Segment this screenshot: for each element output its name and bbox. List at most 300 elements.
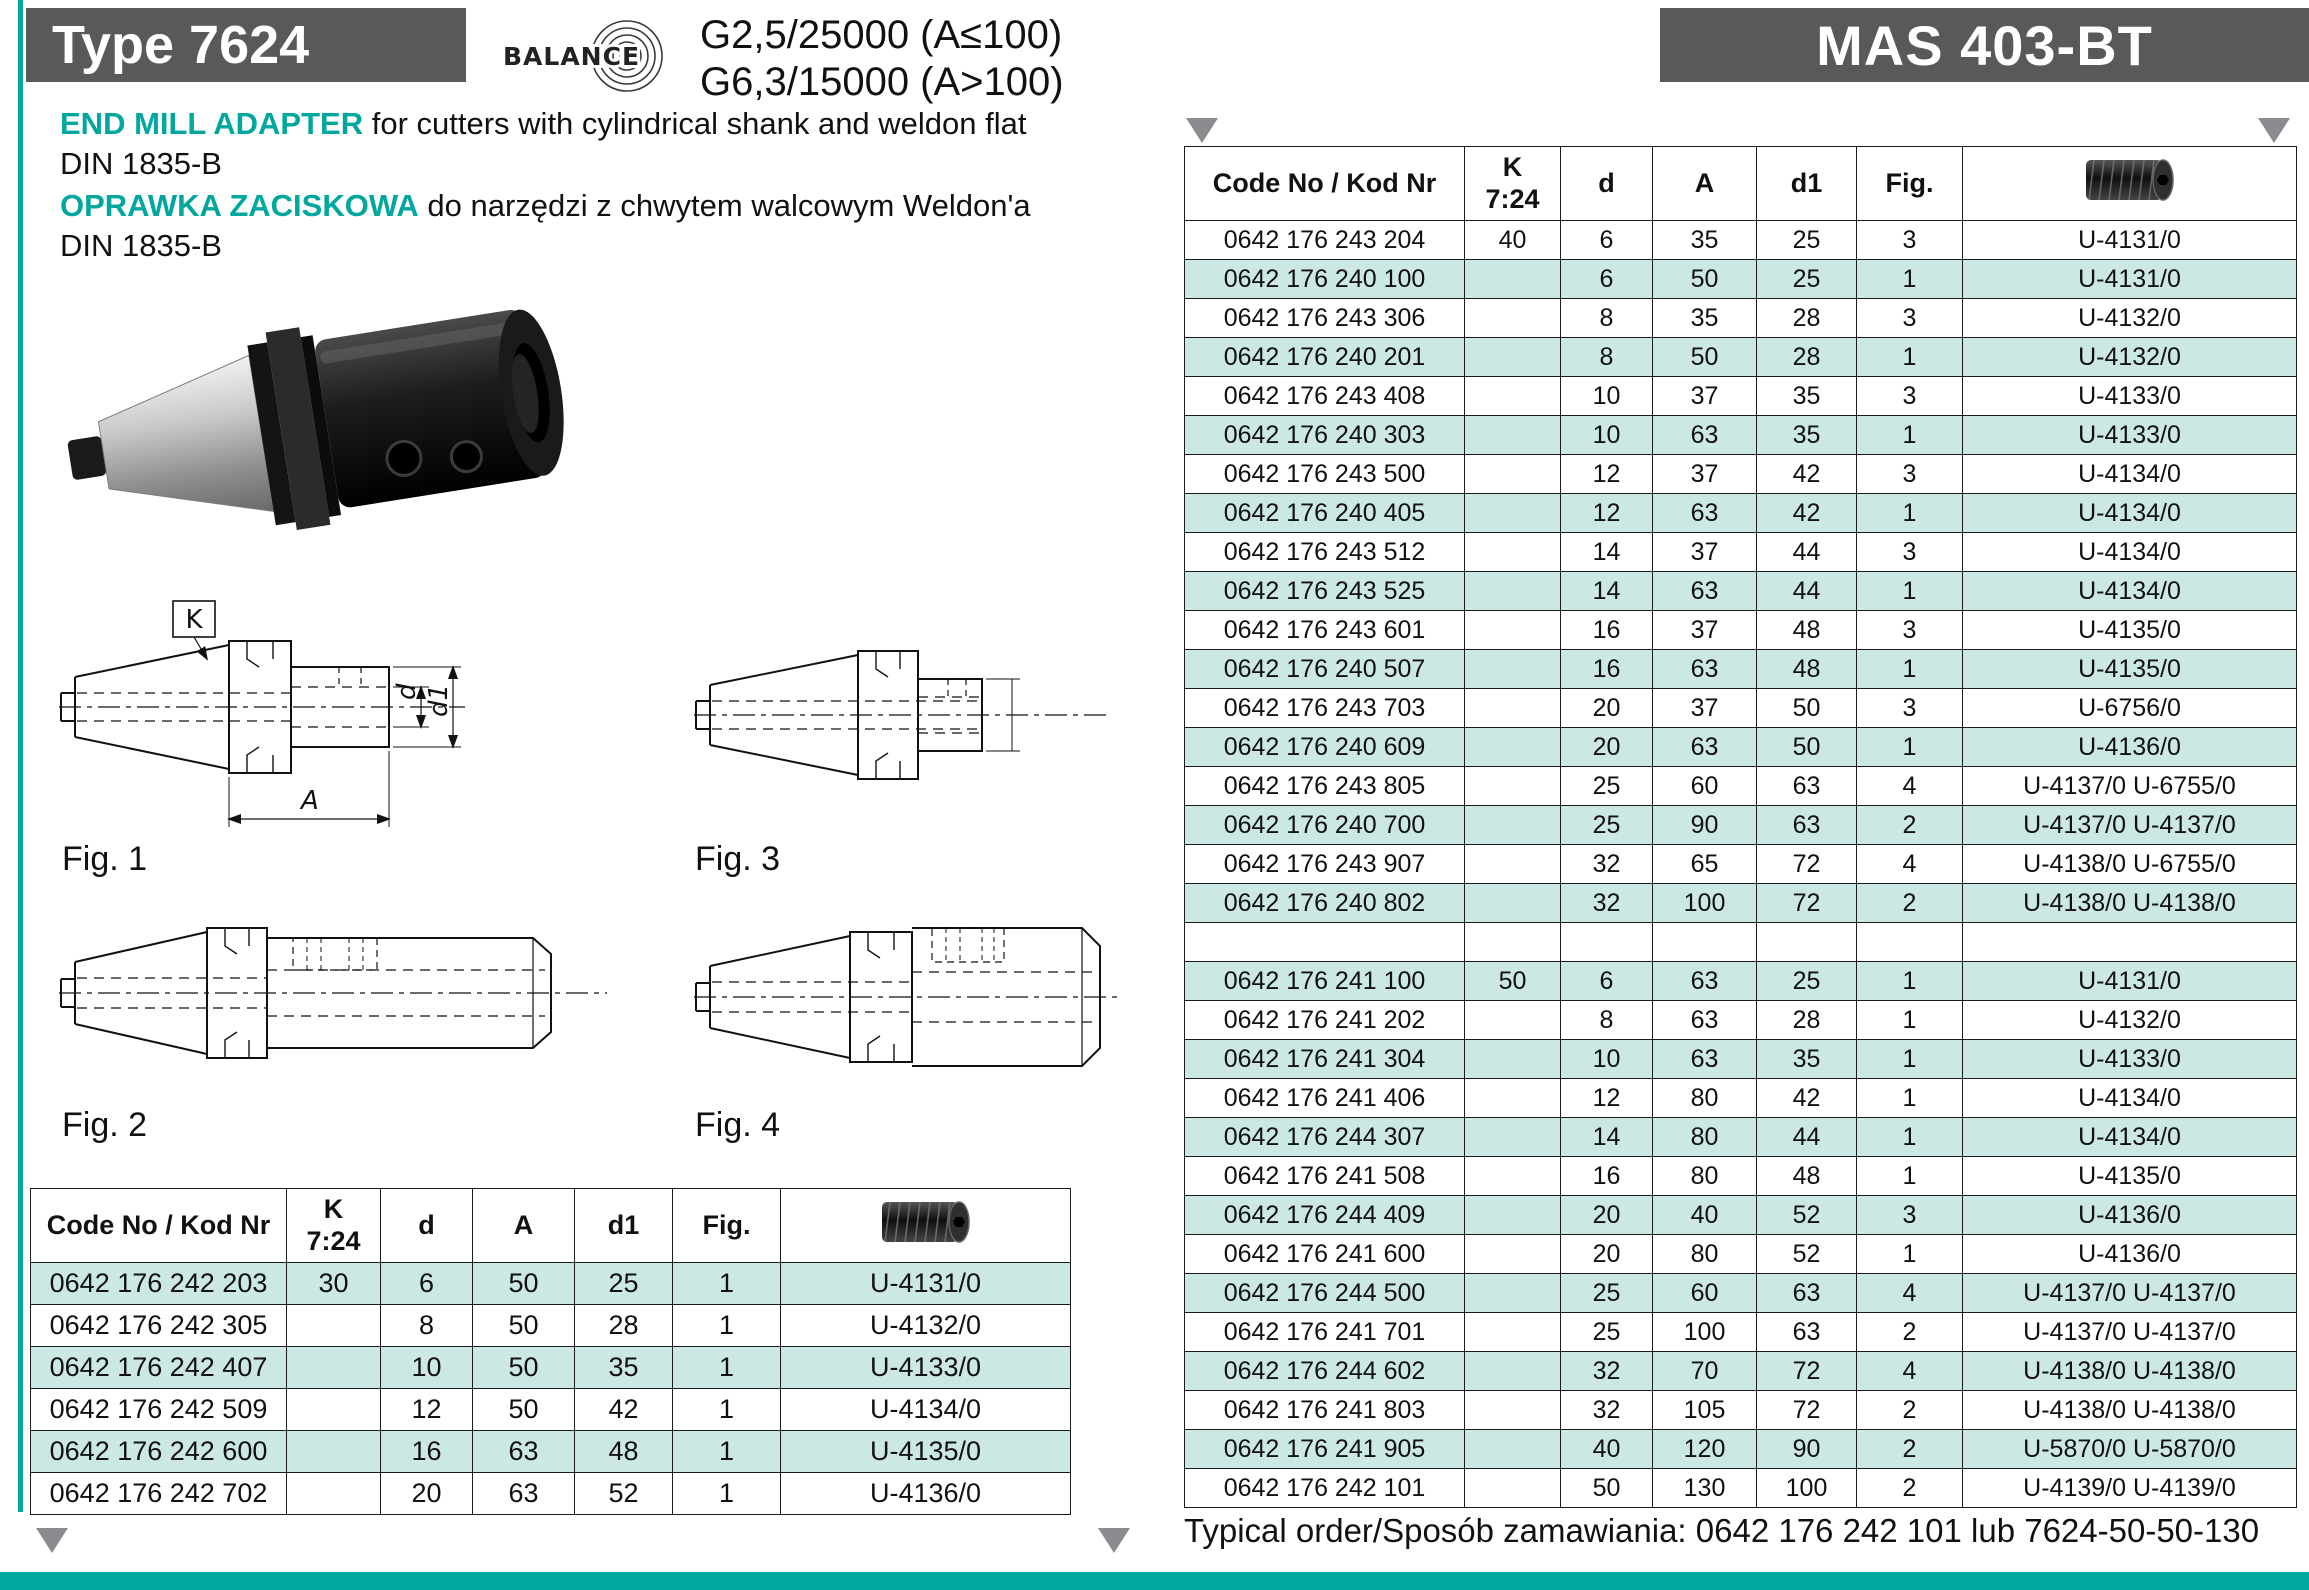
cell-code: 0642 176 241 406 [1185,1079,1465,1118]
cell-code: 0642 176 240 201 [1185,338,1465,377]
table-row [1185,533,2297,572]
cell-d1: 44 [1757,572,1857,611]
cell-fig: 2 [1857,1313,1963,1352]
spec-line-1: G2,5/25000 (A≤100) [700,13,1063,57]
cell-fig: 3 [1857,455,1963,494]
cell-screw: U-4136/0 [1963,728,2297,767]
table-row [1185,1079,2297,1118]
cell-fig: 4 [1857,845,1963,884]
table-row [1185,377,2297,416]
col-header-d1: d1 [575,1189,673,1263]
table-row [1185,1352,2297,1391]
cell-k [1465,767,1561,806]
cell-d1: 42 [1757,455,1857,494]
cell-d1: 72 [1757,845,1857,884]
cell-k [1465,455,1561,494]
cell-k [1465,1352,1561,1391]
table-row [31,1431,1071,1473]
description-en [60,104,1070,184]
cell-k [1465,416,1561,455]
cell-A: 90 [1653,806,1757,845]
cell-fig: 1 [673,1473,781,1515]
cell-screw: U-4135/0 [1963,650,2297,689]
cell-k [1465,1235,1561,1274]
cell-k [287,1347,381,1389]
cell-fig: 4 [1857,1274,1963,1313]
cell-code: 0642 176 243 306 [1185,299,1465,338]
cell-A: 50 [1653,338,1757,377]
cell-fig: 1 [1857,338,1963,377]
table-row [1185,923,2297,962]
cell-d: 6 [1561,221,1653,260]
table-row [1185,338,2297,377]
cell-A: 37 [1653,533,1757,572]
cell-d1: 72 [1757,884,1857,923]
cell-d: 8 [381,1305,473,1347]
cell-k [1465,689,1561,728]
cell-k [1465,1274,1561,1313]
cell-d1: 25 [1757,260,1857,299]
cell-d1 [1757,923,1857,962]
standard-title-box [1660,8,2309,82]
cell-screw: U-5870/0 U-5870/0 [1963,1430,2297,1469]
cell-d: 40 [1561,1430,1653,1469]
table-row [1185,1001,2297,1040]
cell-A: 63 [1653,728,1757,767]
cell-A: 80 [1653,1235,1757,1274]
cell-d: 12 [381,1389,473,1431]
cell-d1: 48 [1757,1157,1857,1196]
cell-d1: 48 [1757,650,1857,689]
cell-k [1465,611,1561,650]
cell-d1: 25 [575,1263,673,1305]
spec-line-2: G6,3/15000 (A>100) [700,60,1064,104]
cell-d1: 28 [1757,1001,1857,1040]
cell-k [1465,1079,1561,1118]
cell-k [1465,1313,1561,1352]
cell-k [1465,533,1561,572]
cell-fig: 1 [1857,728,1963,767]
col-header-d: d [1561,147,1653,221]
cell-d: 20 [1561,1196,1653,1235]
cell-screw: U-4134/0 [1963,455,2297,494]
table-row [1185,767,2297,806]
cell-k [1465,1118,1561,1157]
cell-code: 0642 176 242 407 [31,1347,287,1389]
table-row [1185,221,2297,260]
cell-screw: U-4135/0 [781,1431,1071,1473]
cell-screw: U-4138/0 U-4138/0 [1963,1352,2297,1391]
cell-k [1465,884,1561,923]
cell-fig: 3 [1857,377,1963,416]
cell-d: 25 [1561,1274,1653,1313]
table-row [1185,1157,2297,1196]
table-row [31,1389,1071,1431]
table-header-row [31,1189,1071,1263]
fig1-label: Fig. 1 [62,840,148,878]
cell-d: 6 [381,1263,473,1305]
cell-screw: U-4133/0 [1963,1040,2297,1079]
set-screw-icon [2082,153,2178,207]
k-dim-label: K [185,605,203,635]
table-row [1185,689,2297,728]
cell-code: 0642 176 241 803 [1185,1391,1465,1430]
cell-screw: U-4135/0 [1963,1157,2297,1196]
cell-A: 63 [473,1473,575,1515]
cell-screw: U-4138/0 U-4138/0 [1963,1391,2297,1430]
cell-code: 0642 176 243 907 [1185,845,1465,884]
table-row [1185,416,2297,455]
cell-d: 6 [1561,962,1653,1001]
cell-code: 0642 176 242 702 [31,1473,287,1515]
col-header-screw [781,1189,1071,1263]
cell-d1: 90 [1757,1430,1857,1469]
cell-fig: 1 [1857,1157,1963,1196]
cell-d1: 100 [1757,1469,1857,1508]
cell-screw: U-6756/0 [1963,689,2297,728]
col-header-d: d [381,1189,473,1263]
cell-fig: 1 [1857,1040,1963,1079]
cell-A: 50 [473,1305,575,1347]
cell-code: 0642 176 240 700 [1185,806,1465,845]
cell-k [1465,572,1561,611]
fig3-drawing [690,603,1120,843]
cell-A: 100 [1653,1313,1757,1352]
cell-fig: 2 [1857,1391,1963,1430]
cell-k [1465,650,1561,689]
cell-k [1465,728,1561,767]
table-row [1185,494,2297,533]
cell-d1: 72 [1757,1391,1857,1430]
cell-screw: U-4136/0 [1963,1235,2297,1274]
cell-d: 14 [1561,1118,1653,1157]
cell-code: 0642 176 243 703 [1185,689,1465,728]
cell-code: 0642 176 242 600 [31,1431,287,1473]
cell-k [1465,338,1561,377]
cell-fig: 1 [673,1431,781,1473]
cell-code: 0642 176 241 701 [1185,1313,1465,1352]
cell-A: 50 [473,1389,575,1431]
cell-A: 63 [1653,650,1757,689]
cell-code: 0642 176 244 307 [1185,1118,1465,1157]
d-dim-label: d [392,683,422,700]
cell-k [1465,1430,1561,1469]
size-table-bt30 [30,1188,1071,1515]
cell-code: 0642 176 243 204 [1185,221,1465,260]
cell-d1: 63 [1757,1274,1857,1313]
cell-code: 0642 176 240 405 [1185,494,1465,533]
col-header-fig: Fig. [1857,147,1963,221]
d1-dim-label: d1 [424,683,454,717]
cell-code: 0642 176 240 303 [1185,416,1465,455]
cell-fig: 4 [1857,767,1963,806]
cell-screw: U-4137/0 U-4137/0 [1963,806,2297,845]
cell-A: 130 [1653,1469,1757,1508]
col-header-fig: Fig. [673,1189,781,1263]
fig2-label: Fig. 2 [62,1106,148,1144]
cell-k [287,1389,381,1431]
cell-A: 63 [473,1431,575,1473]
cell-screw: U-4131/0 [1963,260,2297,299]
cell-code: 0642 176 244 602 [1185,1352,1465,1391]
table-row [1185,1430,2297,1469]
cell-screw: U-4133/0 [781,1347,1071,1389]
balance-logo [495,12,695,102]
cell-d1: 44 [1757,1118,1857,1157]
table-row [1185,1391,2297,1430]
cell-d: 50 [1561,1469,1653,1508]
cell-d1: 50 [1757,689,1857,728]
cell-d1: 28 [1757,299,1857,338]
cell-d: 12 [1561,1079,1653,1118]
cell-d1: 35 [1757,1040,1857,1079]
cell-screw: U-4133/0 [1963,416,2297,455]
cell-d: 10 [1561,377,1653,416]
col-header-code: Code No / Kod Nr [31,1189,287,1263]
table-row [1185,260,2297,299]
table-row [1185,845,2297,884]
cell-screw: U-4131/0 [781,1263,1071,1305]
cell-A: 37 [1653,455,1757,494]
cell-k [1465,845,1561,884]
cell-d: 14 [1561,572,1653,611]
cell-code: 0642 176 240 609 [1185,728,1465,767]
cell-d1: 63 [1757,806,1857,845]
table-row [1185,884,2297,923]
cell-k [1465,1391,1561,1430]
cell-fig: 1 [1857,1079,1963,1118]
cell-code: 0642 176 240 100 [1185,260,1465,299]
cell-code: 0642 176 243 500 [1185,455,1465,494]
cell-k [1465,1157,1561,1196]
cell-code: 0642 176 242 101 [1185,1469,1465,1508]
fig4-drawing [690,882,1130,1112]
cell-code: 0642 176 241 905 [1185,1430,1465,1469]
cell-A: 80 [1653,1157,1757,1196]
cell-fig: 1 [673,1389,781,1431]
standard-title: MAS 403-BT [1816,13,2153,77]
cell-A: 37 [1653,611,1757,650]
cell-code [1185,923,1465,962]
cell-screw: U-4137/0 U-4137/0 [1963,1313,2297,1352]
cell-d: 16 [381,1431,473,1473]
cell-d: 25 [1561,806,1653,845]
accent-left-rule [18,0,23,1512]
cell-code: 0642 176 243 408 [1185,377,1465,416]
cell-fig: 1 [1857,416,1963,455]
table-row [1185,962,2297,1001]
cell-screw: U-4131/0 [1963,221,2297,260]
description-pl-rest: do narzędzi z chwytem walcowym Weldon'a DIN 1835-B [60,188,1031,263]
cell-code: 0642 176 242 509 [31,1389,287,1431]
cell-d: 10 [1561,416,1653,455]
cell-fig: 1 [1857,1235,1963,1274]
table-row [31,1473,1071,1515]
cell-d: 14 [1561,533,1653,572]
accent-bottom-bar [0,1572,2309,1590]
cell-d: 20 [1561,728,1653,767]
cell-k [1465,260,1561,299]
cell-A: 100 [1653,884,1757,923]
description-en-highlight: END MILL ADAPTER [60,106,364,141]
cell-code: 0642 176 241 202 [1185,1001,1465,1040]
cell-d1: 72 [1757,1352,1857,1391]
cell-d1: 35 [575,1347,673,1389]
table-row [31,1347,1071,1389]
table-row [1185,455,2297,494]
cell-code: 0642 176 243 805 [1185,767,1465,806]
cell-k [1465,1040,1561,1079]
cell-d1: 35 [1757,377,1857,416]
cell-A: 105 [1653,1391,1757,1430]
cell-d1: 42 [1757,494,1857,533]
cell-k [287,1305,381,1347]
cell-d: 8 [1561,338,1653,377]
cell-k [1465,1001,1561,1040]
table-row [1185,1469,2297,1508]
cell-fig: 1 [1857,494,1963,533]
cell-d1: 50 [1757,728,1857,767]
cell-d: 25 [1561,767,1653,806]
cell-k [1465,299,1561,338]
cell-A: 35 [1653,221,1757,260]
cell-code: 0642 176 241 100 [1185,962,1465,1001]
cell-d1: 52 [1757,1235,1857,1274]
cell-fig: 2 [1857,1430,1963,1469]
set-screw-icon [878,1195,974,1249]
col-header-k: K 7:24 [287,1189,381,1263]
cell-fig: 1 [1857,1118,1963,1157]
cell-screw: U-4132/0 [1963,299,2297,338]
cell-d: 25 [1561,1313,1653,1352]
fig4-label: Fig. 4 [695,1106,781,1144]
table-row [1185,1118,2297,1157]
cell-fig: 2 [1857,884,1963,923]
fig1-drawing [55,595,535,845]
cell-d: 32 [1561,884,1653,923]
cell-k [1465,1196,1561,1235]
col-header-A: A [1653,147,1757,221]
cell-fig: 1 [673,1347,781,1389]
balance-grade-spec [700,12,1220,106]
cell-fig: 4 [1857,1352,1963,1391]
cell-k [287,1473,381,1515]
table-row [1185,1313,2297,1352]
cell-A: 63 [1653,572,1757,611]
down-triangle-marker [1098,1528,1130,1553]
type-title-box [26,8,466,82]
cell-code: 0642 176 240 802 [1185,884,1465,923]
cell-d: 32 [1561,845,1653,884]
cell-code: 0642 176 243 512 [1185,533,1465,572]
table-row [1185,806,2297,845]
typical-order-note: Typical order/Sposób zamawiania: 0642 176 242 101 lub 7624-50-50-130 [1184,1512,2260,1549]
cell-code: 0642 176 242 203 [31,1263,287,1305]
cell-screw: U-4132/0 [1963,1001,2297,1040]
cell-d1: 28 [1757,338,1857,377]
description-en-rest: for cutters with cylindrical shank and weldon flat DIN 1835-B [60,106,1027,181]
cell-d: 10 [1561,1040,1653,1079]
cell-d1: 63 [1757,767,1857,806]
cell-code: 0642 176 244 409 [1185,1196,1465,1235]
cell-d1: 52 [575,1473,673,1515]
cell-screw: U-4138/0 U-6755/0 [1963,845,2297,884]
cell-fig: 1 [1857,260,1963,299]
cell-A: 60 [1653,1274,1757,1313]
col-header-code: Code No / Kod Nr [1185,147,1465,221]
cell-d1: 48 [575,1431,673,1473]
col-header-screw [1963,147,2297,221]
cell-d: 32 [1561,1352,1653,1391]
table-row [1185,1274,2297,1313]
cell-d1: 25 [1757,962,1857,1001]
cell-screw: U-4136/0 [1963,1196,2297,1235]
cell-A: 120 [1653,1430,1757,1469]
cell-screw: U-4136/0 [781,1473,1071,1515]
description-pl-highlight: OPRAWKA ZACISKOWA [60,188,419,223]
cell-fig: 2 [1857,1469,1963,1508]
cell-code: 0642 176 240 507 [1185,650,1465,689]
cell-screw: U-4134/0 [1963,1079,2297,1118]
table-row [1185,650,2297,689]
table-row [1185,299,2297,338]
cell-fig: 1 [1857,1001,1963,1040]
cell-k [1465,377,1561,416]
cell-fig: 1 [673,1263,781,1305]
table-row [1185,1040,2297,1079]
type-title: Type 7624 [52,15,310,75]
down-triangle-marker [1186,118,1218,143]
cell-code: 0642 176 243 601 [1185,611,1465,650]
cell-code: 0642 176 244 500 [1185,1274,1465,1313]
cell-screw: U-4131/0 [1963,962,2297,1001]
cell-screw: U-4135/0 [1963,611,2297,650]
cell-screw: U-4134/0 [781,1389,1071,1431]
cell-fig: 3 [1857,221,1963,260]
a-dim-label: A [301,786,319,816]
cell-d1: 42 [1757,1079,1857,1118]
cell-k [287,1431,381,1473]
cell-A: 63 [1653,494,1757,533]
cell-code: 0642 176 242 305 [31,1305,287,1347]
cell-k [1465,806,1561,845]
cell-A: 63 [1653,1001,1757,1040]
size-table-bt40-bt50 [1184,146,2297,1508]
cell-d1: 28 [575,1305,673,1347]
table-row [31,1263,1071,1305]
cell-code: 0642 176 241 508 [1185,1157,1465,1196]
cell-screw: U-4134/0 [1963,1118,2297,1157]
cell-code: 0642 176 243 525 [1185,572,1465,611]
cell-d: 16 [1561,1157,1653,1196]
cell-A: 63 [1653,416,1757,455]
cell-A: 50 [1653,260,1757,299]
cell-d: 16 [1561,650,1653,689]
cell-fig: 1 [1857,572,1963,611]
fig2-drawing [55,878,615,1113]
cell-A: 50 [473,1263,575,1305]
cell-d: 6 [1561,260,1653,299]
cell-k [1465,923,1561,962]
cell-fig: 3 [1857,299,1963,338]
cell-screw: U-4134/0 [1963,533,2297,572]
table-header-row [1185,147,2297,221]
down-triangle-marker [36,1528,68,1553]
cell-A: 37 [1653,689,1757,728]
cell-screw: U-4137/0 U-4137/0 [1963,1274,2297,1313]
cell-d: 10 [381,1347,473,1389]
cell-fig: 1 [1857,962,1963,1001]
